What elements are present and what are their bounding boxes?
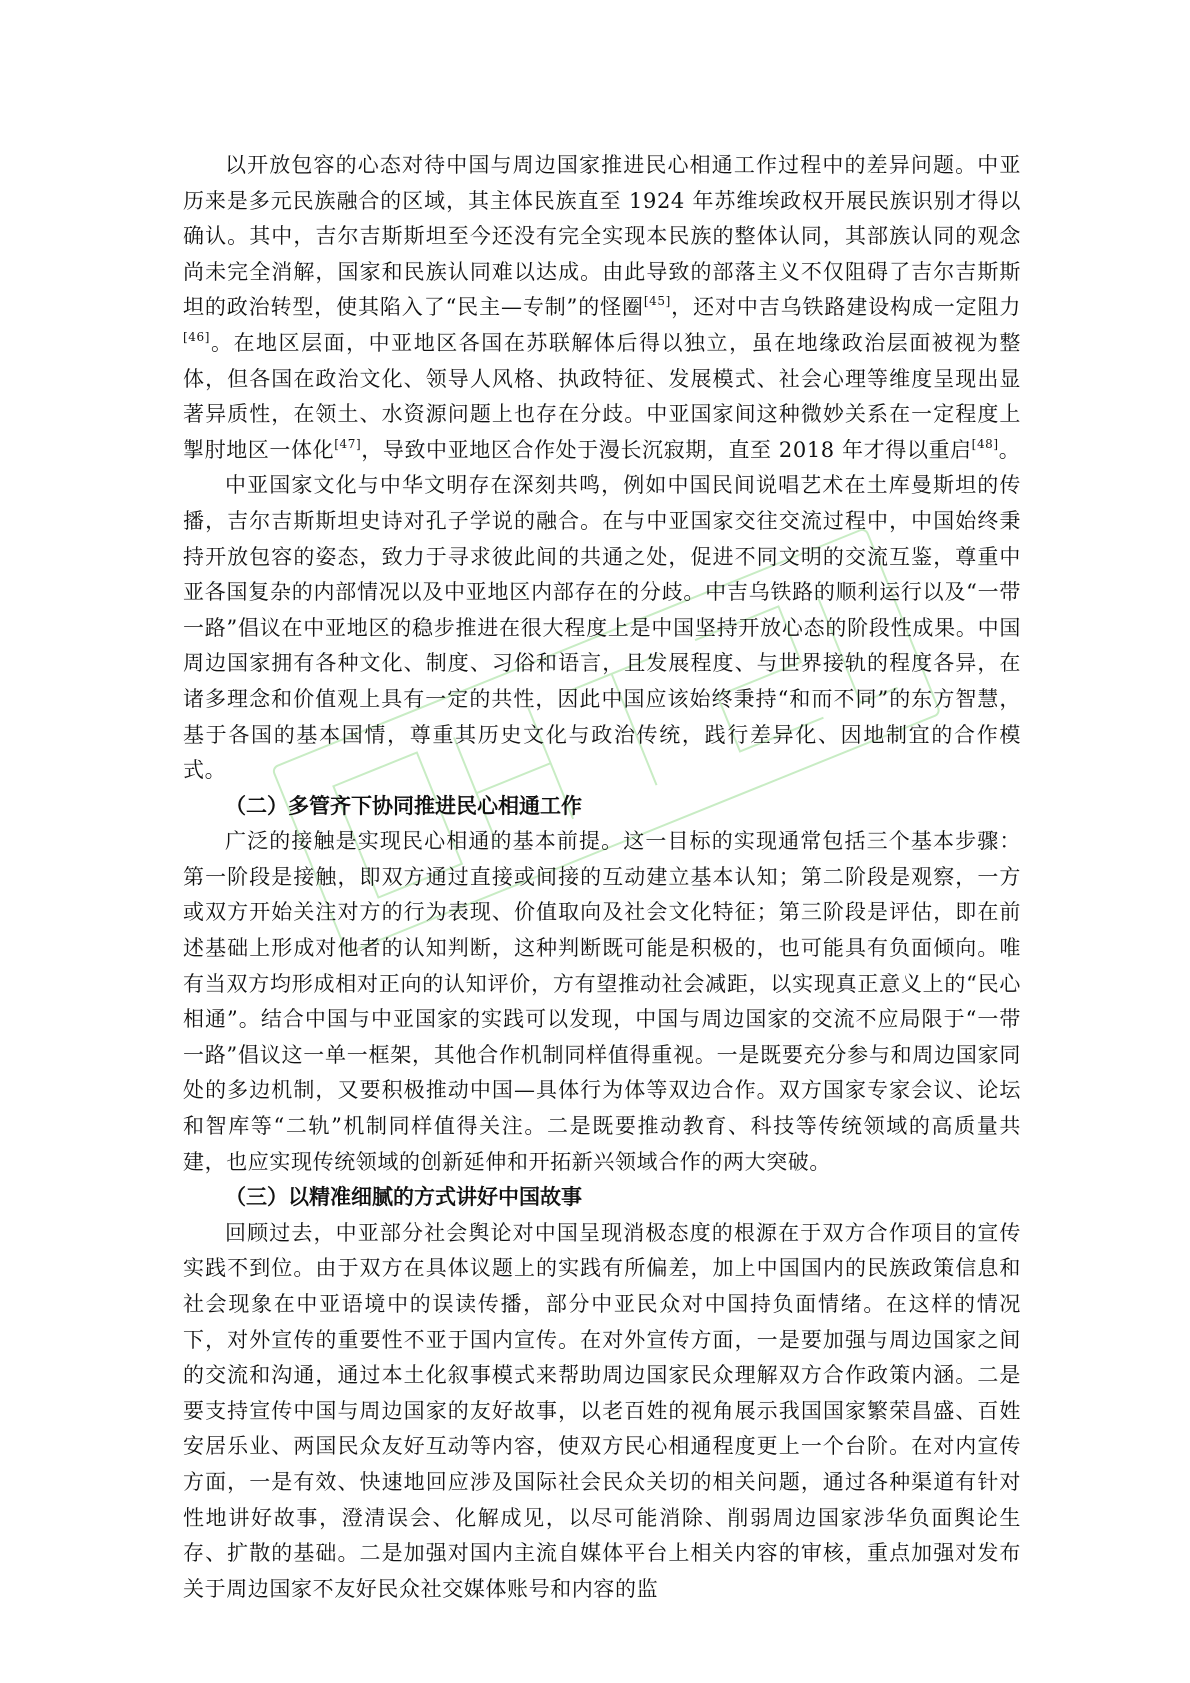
paragraph-text: 回顾过去，中亚部分社会舆论对中国呈现消极态度的根源在于双方合作项目的宣传实践不到位。由于双方在具体议题上的实践有所偏差，加上中国国内的民族政策信息和社会现象在中亚语境中的误读传播，部分中亚民众对中国持负面情绪。在这样的情况下，对外宣传的重要性不亚于国内宣传。在对外宣传方面，一是要加强与周边国家之间的交流和沟通，通过本土化叙事模式来帮助周边国家民众理解双方合作政策内涵。二是要支持宣传中国与周边国家的友好故事，以老百姓的视角展示我国国家繁荣昌盛、百姓安居乐业、两国民众友好互动等内容，使双方民心相通程度更上一个台阶。在对内宣传方面，一是有效、快速地回应涉及国际社会民众关切的相关问题，通过各种渠道有针对性地讲好故事，澄清误会、化解成见，以尽可能消除、削弱周边国家涉华负面舆论生存、扩散的基础。二是加强对国内主流自媒体平台上相关内容的审核，重点加强对发布关于周边国家不友好民众社交媒体账号和内容的监 [183, 1220, 1021, 1601]
body-paragraph [183, 148, 1021, 468]
paragraph-text: 中亚国家文化与中华文明存在深刻共鸣，例如中国民间说唱艺术在土库曼斯坦的传播，吉尔吉斯斯坦史诗对孔子学说的融合。在与中亚国家交往交流过程中，中国始终秉持开放包容的姿态，致力于寻求彼此间的共通之处，促进不同文明的交流互鉴，尊重中亚各国复杂的内部情况以及中亚地区内部存在的分歧。中吉乌铁路的顺利运行以及“一带一路”倡议在中亚地区的稳步推进在很大程度上是中国坚持开放心态的阶段性成果。中国周边国家拥有各种文化、制度、习俗和语言，且发展程度、与世界接轨的程度各异，在诸多理念和价值观上具有一定的共性，因此中国应该始终秉持“和而不同”的东方智慧，基于各国的基本国情，尊重其历史文化与政治传统，践行差异化、因地制宜的合作模式。 [183, 473, 1021, 783]
paragraph-text: ，还对中吉乌铁路建设构成一定阻力 [670, 295, 1021, 320]
section-heading: （二）多管齐下协同推进民心相通工作 [225, 793, 582, 818]
paragraph-text: ，导致中亚地区合作处于漫长沉寂期，直至 2018 年才得以重启 [361, 437, 972, 462]
body-paragraph [183, 468, 1021, 788]
citation-ref: [45] [643, 294, 671, 309]
body-paragraph [183, 824, 1021, 1180]
paragraph-text: 。在地区层面，中亚地区各国在苏联解体后得以独立，虽在地缘政治层面被视为整体，但各国在政治文化、领导人风格、执政特征、发展模式、社会心理等维度呈现出显著异质性，在领土、水资源问题上也存在分歧。中亚国家间这种微妙关系在一定程度上掣肘地区一体化 [183, 330, 1021, 462]
body-paragraph [183, 1216, 1021, 1608]
paragraph-text: 以开放包容的心态对待中国与周边国家推进民心相通工作过程中的差异问题。中亚历来是多元民族融合的区域，其主体民族直至 1924 年苏维埃政权开展民族识别才得以确认。其中，吉尔吉斯斯坦至今还没有完全实现本民族的整体认同，其部族认同的观念尚未完全消解，国家和民族认同难以达成。由此导致的部落主义不仅阻碍了吉尔吉斯斯坦的政治转型，使其陷入了“民主—专制”的怪圈 [183, 153, 1021, 320]
paragraph-text: 。 [998, 437, 1021, 462]
citation-ref: [47] [334, 436, 362, 451]
paragraph-text: 广泛的接触是实现民心相通的基本前提。这一目标的实现通常包括三个基本步骤：第一阶段是接触，即双方通过直接或间接的互动建立基本认知；第二阶段是观察，一方或双方开始关注对方的行为表现、价值取向及社会文化特征；第三阶段是评估，即在前述基础上形成对他者的认知判断，这种判断既可能是积极的，也可能具有负面倾向。唯有当双方均形成相对正向的认知评价，方有望推动社会减距，以实现真正意义上的“民心相通”。结合中国与中亚国家的实践可以发现，中国与周边国家的交流不应局限于“一带一路”倡议这一单一框架，其他合作机制同样值得重视。一是既要充分参与和周边国家同处的多边机制，又要积极推动中国—具体行为体等双边合作。双方国家专家会议、论坛和智库等“二轨”机制同样值得关注。二是既要推动教育、科技等传统领域的高质量共建，也应实现传统领域的创新延伸和开拓新兴领域合作的两大突破。 [183, 829, 1021, 1174]
section-heading: （三）以精准细腻的方式讲好中国故事 [225, 1185, 582, 1210]
citation-ref: [48] [971, 436, 999, 451]
document-page [183, 148, 1021, 1607]
citation-ref: [46] [183, 329, 211, 344]
